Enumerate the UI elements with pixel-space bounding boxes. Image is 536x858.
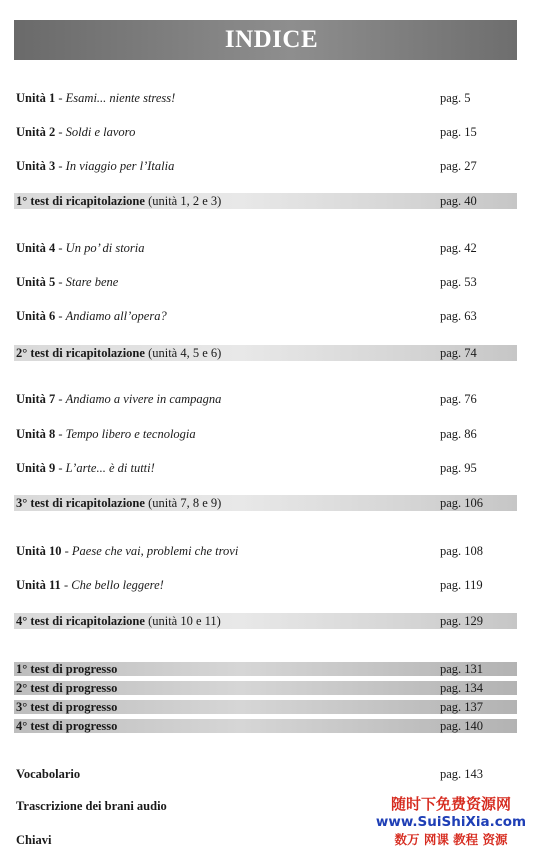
entry-page: pag. 42 [440,241,477,255]
toc-entry-unit-11 [14,577,517,593]
entry-separator: - [60,578,72,592]
toc-entry-progress-test-1 [14,662,517,676]
entry-subtitle: Paese che vai, problemi che trovi [71,544,239,558]
entry-separator: - [55,241,66,255]
toc-entry-unit-8 [14,426,517,442]
entry-subtitle: Tempo libero e tecnologia [65,427,196,441]
entry-label: Unità 7 [16,392,56,406]
toc-entry-progress-test-3 [14,700,517,714]
entry-subtitle: Esami... niente stress! [65,91,176,105]
toc-entry-unit-1 [14,90,517,106]
entry-page: pag. 119 [440,578,483,592]
entry-page: pag. 15 [440,125,477,139]
entry-separator: - [55,427,66,441]
entry-separator: - [61,544,72,558]
entry-page: pag. 129 [440,614,484,628]
toc-entry-unit-4 [14,240,517,256]
entry-label: 1° test di progresso [16,662,118,676]
entry-label: Unità 9 [16,461,56,475]
toc-entry-progress-test-4 [14,719,517,733]
watermark-line-1: 随时下免费资源网 [390,795,511,813]
entry-separator: - [55,392,66,406]
entry-page: pag. 143 [440,767,484,781]
entry-detail: (unità 7, 8 e 9) [144,496,222,510]
entry-subtitle: Che bello leggere! [71,578,164,592]
entry-page: pag. 95 [440,461,477,475]
entry-subtitle: Stare bene [65,275,119,289]
entry-label: 3° test di progresso [16,700,118,714]
entry-label: Unità 11 [16,578,61,592]
entry-page: pag. 106 [440,496,484,510]
entry-label: Chiavi [16,833,52,847]
toc-entry-review-test-2 [14,345,517,361]
entry-page: pag. 137 [440,700,484,714]
entry-page: pag. 76 [440,392,477,406]
entry-label: Unità 8 [16,427,56,441]
entry-subtitle: Andiamo all’opera? [65,309,167,323]
entry-label: 1° test di ricapitolazione [16,194,145,208]
entry-detail: (unità 4, 5 e 6) [144,346,222,360]
entry-page: pag. 27 [440,159,477,173]
entry-separator: - [55,125,66,139]
entry-label: Unità 4 [16,241,56,255]
entry-subtitle: Un po’ di storia [65,241,145,255]
entry-label: Unità 2 [16,125,56,139]
entry-separator: - [55,461,66,475]
entry-separator: - [55,159,66,173]
title-banner [14,20,517,60]
entry-separator: - [55,91,66,105]
entry-subtitle: Andiamo a vivere in campagna [65,392,222,406]
toc-entry-unit-10 [14,543,517,559]
entry-label: Unità 5 [16,275,56,289]
toc-entry-progress-test-2 [14,681,517,695]
entry-page: pag. 74 [440,346,477,360]
entry-subtitle: L’arte... è di tutti! [65,461,155,475]
entry-label: 2° test di ricapitolazione [16,346,145,360]
entry-label: Vocabolario [16,767,81,781]
entry-label: Unità 6 [16,309,56,323]
entry-page: pag. 108 [440,544,484,558]
toc-entry-unit-2 [14,124,517,140]
entry-page: pag. 63 [440,309,477,323]
toc-entry-unit-3 [14,158,517,174]
toc-entry-review-test-3 [14,495,517,511]
toc-entry-review-test-4 [14,613,517,629]
entry-page: pag. 86 [440,427,477,441]
entry-label: 4° test di ricapitolazione [16,614,145,628]
entry-label: Unità 1 [16,91,56,105]
entry-page: pag. 131 [440,662,484,676]
entry-page: pag. 40 [440,194,477,208]
toc-entry-review-test-1 [14,193,517,209]
entry-label: 3° test di ricapitolazione [16,496,145,510]
entry-label: Unità 10 [16,544,62,558]
entry-detail: (unità 1, 2 e 3) [144,194,222,208]
entry-label: 2° test di progresso [16,681,118,695]
watermark [368,795,534,849]
toc-entry-unit-9 [14,460,517,476]
toc-entry-unit-7 [14,391,517,407]
entry-label: Unità 3 [16,159,56,173]
watermark-line-3: 数万 网课 教程 资源 [394,832,508,847]
entry-page: pag. 53 [440,275,477,289]
entry-page: pag. 5 [440,91,471,105]
toc-entry-unit-5 [14,274,517,290]
entry-separator: - [55,309,66,323]
entry-subtitle: In viaggio per l’Italia [65,159,175,173]
entry-label: 4° test di progresso [16,719,118,733]
toc-entry-vocabolario [14,766,517,782]
entry-page: pag. 134 [440,681,484,695]
entry-detail: (unità 10 e 11) [144,614,221,628]
watermark-line-2: www.SuiShiXia.com [375,814,527,830]
page-title: INDICE [224,26,319,53]
entry-separator: - [55,275,66,289]
entry-page: pag. 140 [440,719,484,733]
toc-entry-unit-6 [14,308,517,324]
entry-subtitle: Soldi e lavoro [65,125,136,139]
entry-label: Trascrizione dei brani audio [16,799,167,813]
